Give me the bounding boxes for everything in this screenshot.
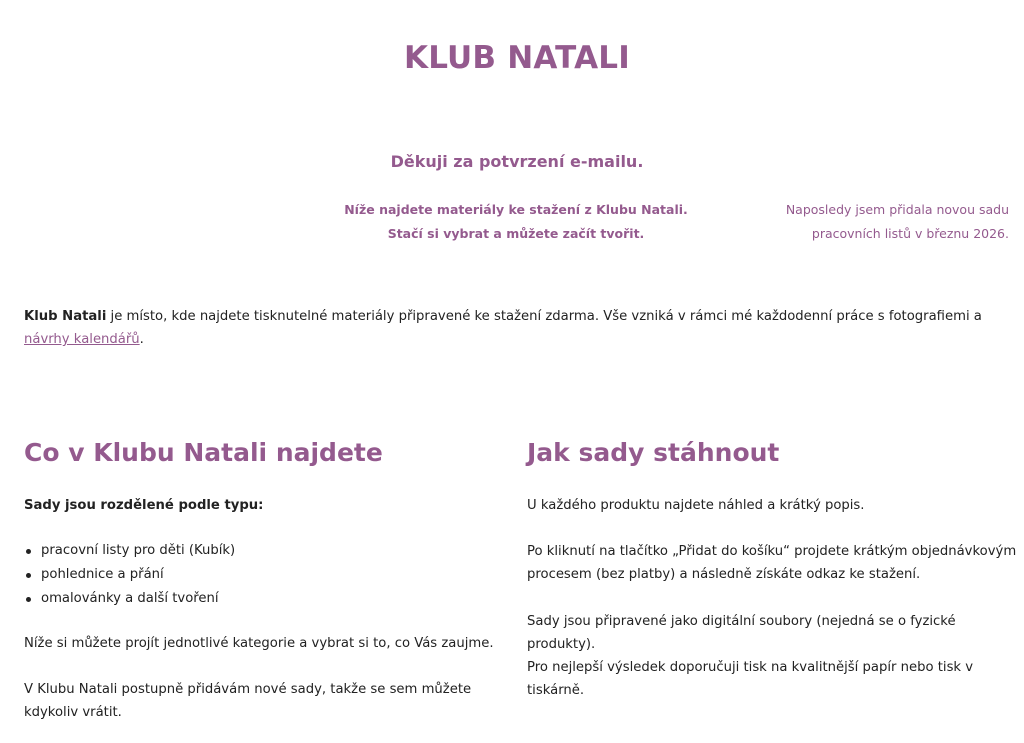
intro-right-line-2: pracovních listů v březnu 2026. [811, 226, 1009, 241]
digital-files-paragraph: Sady jsou připravené jako digitální soubory (nejedná se o fyzické produkty). [527, 614, 956, 652]
types-list [24, 539, 514, 611]
intro-right-note [760, 198, 1009, 246]
site-title: KLUB NATALI [403, 40, 630, 76]
left-section-heading: Co v Klubu Natali najdete [24, 438, 383, 467]
calendar-designs-link[interactable]: návrhy kalendářů [24, 332, 140, 347]
types-label: Sady jsou rozdělené podle typu: [24, 498, 264, 513]
right-section-heading: Jak sady stáhnout [527, 438, 780, 467]
print-tip-paragraph: Pro nejlepší výsledek doporučuji tisk na kvalitnější papír nebo tisk v tiskárně. [527, 660, 974, 698]
about-brand: Klub Natali [24, 309, 107, 324]
about-text: je místo, kde najdete tisknutelné materiály připravené ke stažení zdarma. Vše vzniká v rámci mé každodenní práce s fotografiemi a [106, 309, 982, 324]
about-end: . [139, 332, 144, 347]
intro-center-text [336, 198, 696, 246]
intro-right-line-1: Naposledy jsem přidala novou sadu [785, 202, 1009, 217]
new-sets-paragraph: V Klubu Natali postupně přidávám nové sady, takže se sem můžete kdykoliv vrátit. [24, 682, 472, 720]
preview-paragraph: U každého produktu najdete náhled a krátký popis. [527, 498, 865, 513]
intro-center-line-2: Stačí si vybrat a můžete začít tvořit. [387, 226, 645, 241]
categories-paragraph: Níže si můžete projít jednotlivé kategorie a vybrat si to, co Vás zaujme. [24, 636, 494, 651]
list-item: pohlednice a přání [24, 563, 514, 587]
about-paragraph [24, 305, 984, 351]
list-item: pracovní listy pro děti (Kubík) [24, 539, 514, 563]
checkout-paragraph: Po kliknutí na tlačítko „Přidat do košíku“ projdete krátkým objednávkovým procesem (bez platby) a následně získáte odkaz ke stažení. [527, 544, 1017, 582]
list-item: omalovánky a další tvoření [24, 587, 514, 611]
intro-center-line-1: Níže najdete materiály ke stažení z Klubu Natali. [344, 202, 688, 217]
thanks-message: Děkuji za potvrzení e-mailu. [390, 152, 644, 171]
